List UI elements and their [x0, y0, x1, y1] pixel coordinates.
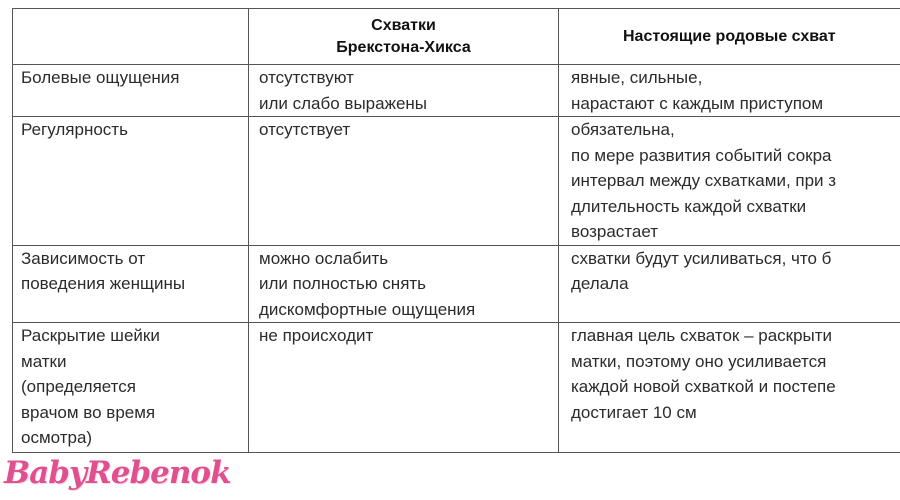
braxton-line: отсутствует	[259, 120, 351, 139]
braxton-dependency	[249, 245, 559, 323]
true-labor-line: явные, сильные,	[571, 68, 703, 87]
comparison-table	[12, 8, 900, 453]
row-label-cervix	[13, 323, 249, 453]
true-labor-line: главная цель схваток – раскрыти	[571, 326, 833, 345]
braxton-cervix	[249, 323, 559, 453]
true-labor-line: достигает 10 см	[571, 402, 697, 422]
header-braxton-line1: Схватки	[371, 16, 436, 34]
label-line: врачом во время	[21, 402, 156, 422]
label-line: Раскрытие шейки	[21, 326, 160, 345]
true-labor-line: делала	[571, 274, 629, 293]
header-braxton-hicks	[249, 9, 559, 65]
braxton-line: не происходит	[259, 326, 374, 345]
table-row	[13, 245, 900, 323]
label-line: (определяется	[21, 377, 136, 396]
true-labor-pain	[559, 65, 900, 117]
true-labor-line: по мере развития событий сокра	[571, 145, 832, 165]
table-row	[13, 65, 900, 117]
table-row	[13, 117, 900, 246]
row-label-pain	[13, 65, 249, 117]
label-line: матки	[21, 351, 67, 371]
babyrebenok-logo: BabyRebenok	[4, 455, 231, 491]
true-labor-line: каждой новой схваткой и постепе	[571, 377, 836, 396]
header-true-labor: Настоящие родовые схват	[559, 9, 900, 65]
braxton-pain	[249, 65, 559, 117]
label-line: Зависимость от	[21, 248, 146, 268]
label-line: осмотра)	[21, 428, 93, 447]
row-label-regularity	[13, 117, 249, 246]
label-line: Регулярность	[21, 120, 128, 139]
braxton-line: или слабо выражены	[259, 93, 428, 113]
true-labor-line: обязательна,	[571, 120, 675, 139]
braxton-line: дискомфортные ощущения	[259, 299, 476, 319]
table-row	[13, 323, 900, 453]
braxton-line: отсутствуют	[259, 68, 354, 87]
true-labor-dependency	[559, 245, 900, 323]
true-labor-line: нарастают с каждым приступом	[571, 93, 824, 113]
row-label-dependency	[13, 245, 249, 323]
braxton-line: или полностью снять	[259, 274, 427, 293]
true-labor-line: схватки будут усиливаться, что б	[571, 248, 832, 268]
true-labor-line: интервал между схватками, при з	[571, 171, 837, 190]
braxton-line: можно ослабить	[259, 248, 389, 268]
header-braxton-line2: Брекстона-Хикса	[336, 38, 471, 56]
label-line: поведения женщины	[21, 274, 186, 293]
header-empty	[13, 9, 249, 65]
true-labor-cervix	[559, 323, 900, 453]
true-labor-line: матки, поэтому оно усиливается	[571, 351, 827, 371]
true-labor-regularity	[559, 117, 900, 246]
true-labor-line: возрастает	[571, 222, 659, 241]
true-labor-line: длительность каждой схватки	[571, 196, 807, 216]
label-line: Болевые ощущения	[21, 68, 180, 87]
braxton-regularity	[249, 117, 559, 246]
header-row	[13, 9, 900, 65]
